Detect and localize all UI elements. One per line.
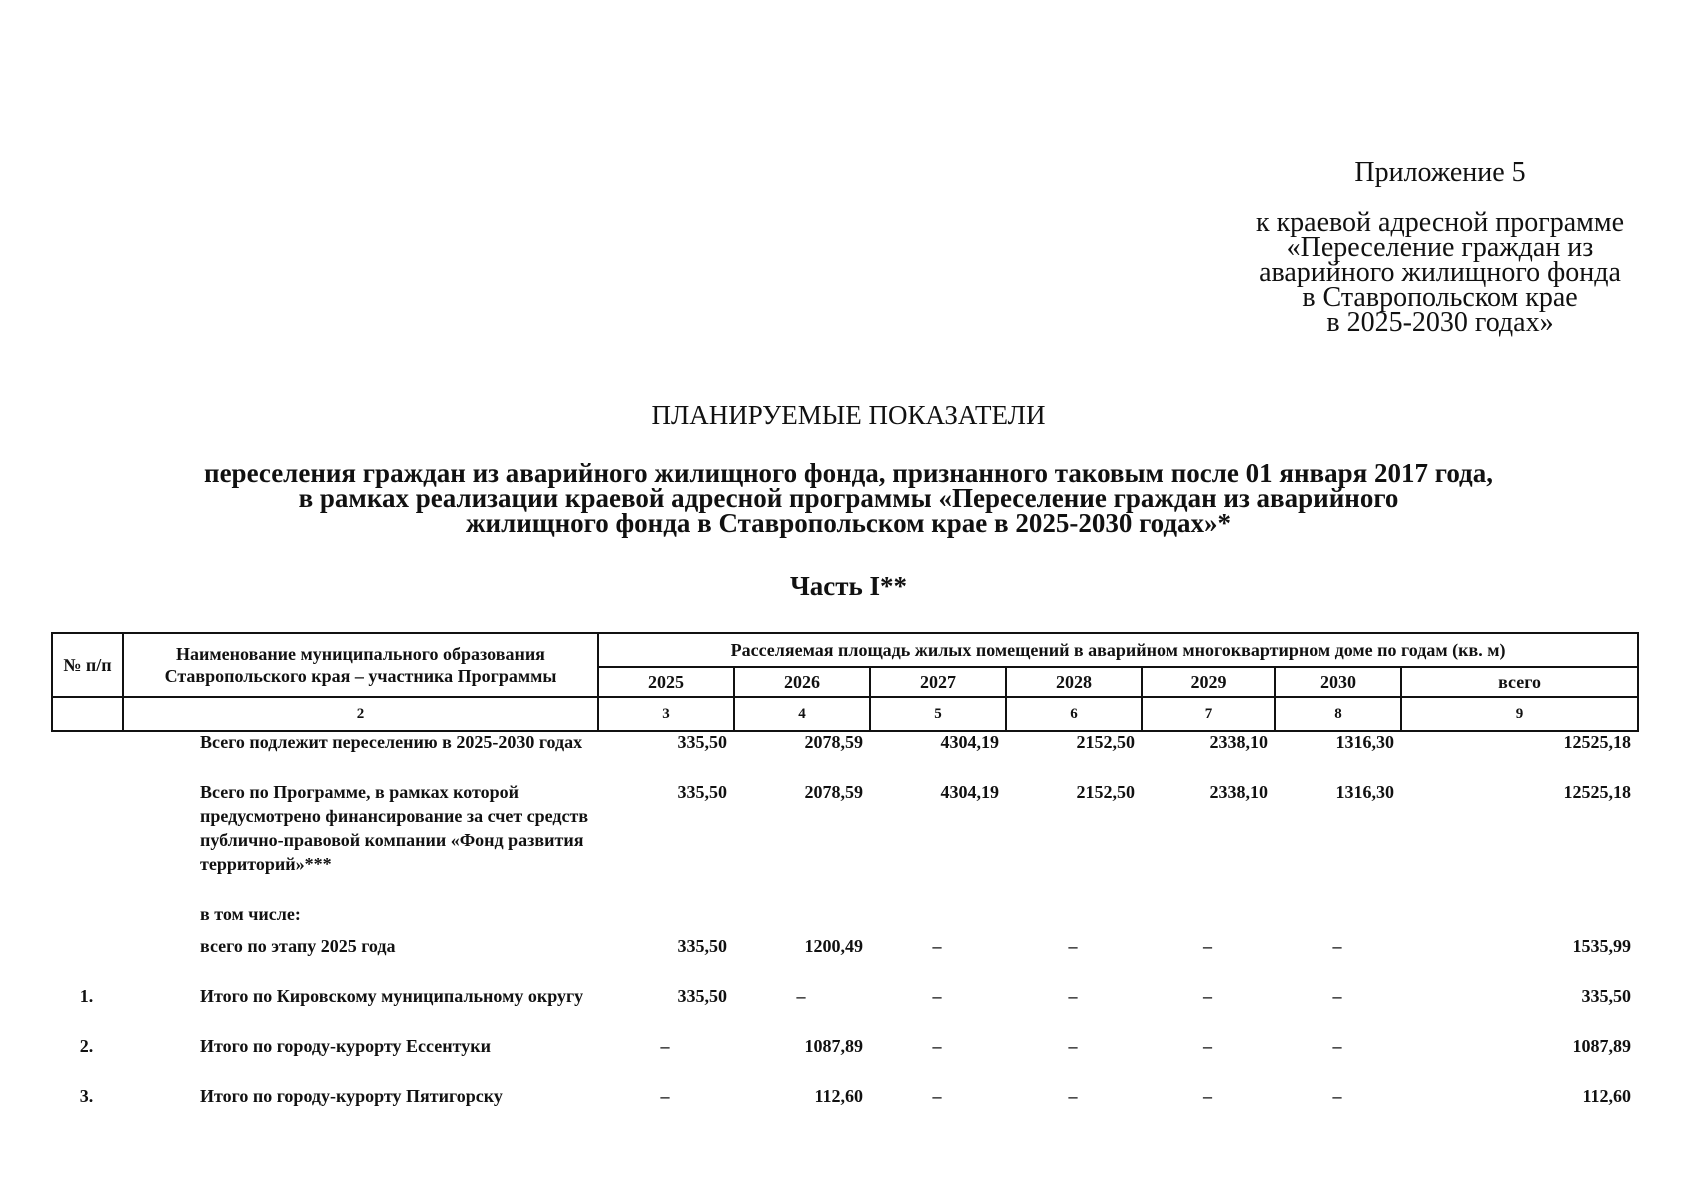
appendix-block xyxy=(1230,157,1650,338)
header-name: Наименование муниципального образования Ставропольского края – участника Программы xyxy=(123,633,598,697)
appendix-line: в Ставропольском крае xyxy=(1302,282,1578,313)
row-value: – xyxy=(1332,936,1342,956)
appendix-title: Приложение 5 xyxy=(1354,157,1526,188)
row-number xyxy=(51,934,122,958)
subtitle-line: в рамках реализации краевой адресной программы «Переселение граждан из аварийного xyxy=(298,483,1399,513)
row-total: 12525,18 xyxy=(1563,732,1631,752)
row-value: – xyxy=(1203,1086,1212,1106)
row-value: – xyxy=(1203,1036,1212,1056)
data-table xyxy=(51,730,1637,1108)
row-value: – xyxy=(1203,986,1212,1006)
table-row xyxy=(51,780,1637,876)
row-total xyxy=(1400,902,1637,926)
row-total: 1535,99 xyxy=(1572,936,1631,956)
row-value: 1200,49 xyxy=(804,936,863,956)
header-index: 2 xyxy=(123,697,598,731)
row-value: 1316,30 xyxy=(1335,732,1394,752)
row-total: 335,50 xyxy=(1581,986,1631,1006)
row-name: в том числе: xyxy=(200,904,301,924)
header-index: 9 xyxy=(1401,697,1638,731)
row-value: 1087,89 xyxy=(804,1036,863,1056)
header-group: Расселяемая площадь жилых помещений в аварийном многоквартирном доме по годам (кв. м) xyxy=(598,633,1638,667)
row-number: 1. xyxy=(79,986,94,1006)
document-heading: ПЛАНИРУЕМЫЕ ПОКАЗАТЕЛИ xyxy=(651,400,1046,430)
row-number: 2. xyxy=(79,1036,94,1056)
row-spacer xyxy=(51,754,1637,780)
appendix-line: «Переселение граждан из xyxy=(1286,232,1594,263)
row-value xyxy=(1274,902,1400,926)
row-total: 1087,89 xyxy=(1572,1036,1631,1056)
row-value: – xyxy=(1068,1036,1078,1056)
row-value: 2078,59 xyxy=(804,732,863,752)
table-header xyxy=(51,632,1639,732)
table-row xyxy=(51,984,1637,1008)
header-year: 2030 xyxy=(1275,667,1401,697)
row-name: Итого по городу-курорту Ессентуки xyxy=(200,1036,491,1056)
header-year: 2029 xyxy=(1142,667,1275,697)
row-name: всего по этапу 2025 года xyxy=(200,936,396,956)
header-index: 3 xyxy=(598,697,734,731)
row-number: 3. xyxy=(79,1086,94,1106)
header-index: 7 xyxy=(1142,697,1275,731)
table-row xyxy=(51,1084,1637,1108)
row-name: Всего по Программе, в рамках которой предусмотрено финансирование за счет средств публично-правовой компании «Фонд развития территорий»*** xyxy=(200,782,589,874)
document-subtitle xyxy=(0,458,1697,538)
row-value xyxy=(733,902,869,926)
row-value: 112,60 xyxy=(814,1086,863,1106)
header-index: 5 xyxy=(870,697,1006,731)
header-year: 2027 xyxy=(870,667,1006,697)
table-row xyxy=(51,902,1637,926)
row-value: – xyxy=(660,1036,670,1056)
appendix-line: в 2025-2030 годах» xyxy=(1326,307,1554,338)
row-spacer xyxy=(51,1008,1637,1034)
row-value xyxy=(597,902,733,926)
row-value: – xyxy=(932,1036,942,1056)
row-value: 335,50 xyxy=(677,986,727,1006)
row-number xyxy=(51,902,122,926)
subtitle-line: переселения граждан из аварийного жилищного фонда, признанного таковым после 01 января 2017 года, xyxy=(204,458,1493,488)
row-value: 2338,10 xyxy=(1209,732,1268,752)
row-value: – xyxy=(1203,936,1212,956)
row-number xyxy=(51,780,122,876)
header-total: всего xyxy=(1401,667,1638,697)
header-index: 8 xyxy=(1275,697,1401,731)
header-year: 2026 xyxy=(734,667,870,697)
row-value: – xyxy=(1332,1036,1342,1056)
row-value: – xyxy=(1068,986,1078,1006)
row-value: 2338,10 xyxy=(1209,782,1268,802)
row-value: 2078,59 xyxy=(804,782,863,802)
appendix-line: к краевой адресной программе xyxy=(1255,207,1625,238)
row-value: 2152,50 xyxy=(1076,732,1135,752)
row-value: 4304,19 xyxy=(940,732,999,752)
row-value: 335,50 xyxy=(677,936,727,956)
row-total: 112,60 xyxy=(1582,1086,1631,1106)
row-spacer xyxy=(51,876,1637,902)
table-row xyxy=(51,934,1637,958)
row-name: Итого по городу-курорту Пятигорску xyxy=(200,1086,503,1106)
row-value xyxy=(869,902,1005,926)
row-value: – xyxy=(1068,936,1078,956)
row-value: 335,50 xyxy=(677,732,727,752)
row-value: 4304,19 xyxy=(940,782,999,802)
appendix-line: аварийного жилищного фонда xyxy=(1259,257,1621,288)
part-title: Часть I** xyxy=(789,571,908,601)
row-name: Всего подлежит переселению в 2025-2030 годах xyxy=(200,732,583,752)
row-value: 335,50 xyxy=(677,782,727,802)
row-value: – xyxy=(660,1086,670,1106)
row-value xyxy=(1005,902,1141,926)
header-year: 2025 xyxy=(598,667,734,697)
header-index: 6 xyxy=(1006,697,1142,731)
header-index xyxy=(52,697,123,731)
row-spacer xyxy=(51,958,1637,984)
table-row xyxy=(51,1034,1637,1058)
header-num: № п/п xyxy=(52,633,123,697)
row-name: Итого по Кировскому муниципальному округу xyxy=(200,986,584,1006)
row-value xyxy=(1141,902,1274,926)
row-value: – xyxy=(1332,1086,1342,1106)
row-total: 12525,18 xyxy=(1563,782,1631,802)
row-value: – xyxy=(932,986,942,1006)
row-spacer xyxy=(51,926,1637,934)
row-value: 2152,50 xyxy=(1076,782,1135,802)
header-index: 4 xyxy=(734,697,870,731)
row-value: – xyxy=(932,936,942,956)
row-value: – xyxy=(1068,1086,1078,1106)
row-number xyxy=(51,730,122,754)
row-value: – xyxy=(932,1086,942,1106)
row-value: 1316,30 xyxy=(1335,782,1394,802)
table-row xyxy=(51,730,1637,754)
row-value: – xyxy=(1332,986,1342,1006)
subtitle-line: жилищного фонда в Ставропольском крае в 2025-2030 годах»* xyxy=(465,508,1232,538)
row-spacer xyxy=(51,1058,1637,1084)
header-year: 2028 xyxy=(1006,667,1142,697)
row-value: – xyxy=(796,986,806,1006)
